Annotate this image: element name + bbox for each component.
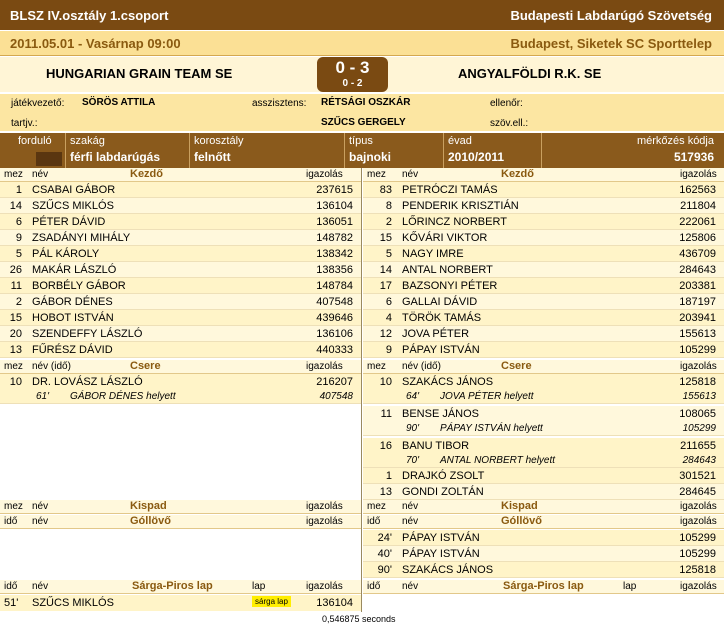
home-player-row xyxy=(0,262,361,278)
shirt-number: 15 xyxy=(9,312,22,324)
shirt-number: 11 xyxy=(380,408,392,420)
away-sub-row xyxy=(363,438,724,468)
col-id-label: igazolás xyxy=(680,361,717,372)
type-label: típus xyxy=(349,135,373,147)
sub-minute: 90' xyxy=(406,423,420,434)
home-section-header xyxy=(0,580,361,594)
player-name: SZENDEFFY LÁSZLÓ xyxy=(32,328,143,340)
home-player-row xyxy=(0,310,361,326)
player-name: JOVA PÉTER xyxy=(402,328,470,340)
away-player-row xyxy=(363,562,724,578)
player-id: 222061 xyxy=(679,216,716,228)
sub-minute: 61' xyxy=(36,391,50,402)
shirt-number: 12 xyxy=(379,328,392,340)
shirt-number: 15 xyxy=(379,232,392,244)
shirt-number: 9 xyxy=(385,344,392,356)
player-id: 203941 xyxy=(679,312,716,324)
player-name: PÉTER DÁVID xyxy=(32,216,106,228)
player-name: ZSADÁNYI MIHÁLY xyxy=(32,232,131,244)
section-title: Kezdő xyxy=(501,168,534,180)
section-title: Góllövő xyxy=(130,515,171,527)
shirt-number: 8 xyxy=(385,200,392,212)
shirt-number: 83 xyxy=(379,184,392,196)
player-name: CSABAI GÁBOR xyxy=(32,184,116,196)
away-player-row xyxy=(363,294,724,310)
shirt-number: 5 xyxy=(385,248,392,260)
shirt-number: 14 xyxy=(379,264,392,276)
shirt-number: 20 xyxy=(9,328,22,340)
replaced-id: 155613 xyxy=(682,391,716,402)
player-name: GONDI ZOLTÁN xyxy=(402,486,484,498)
player-id: 211804 xyxy=(680,200,716,212)
section-title: Sárga-Piros lap xyxy=(503,580,584,592)
officials-panel xyxy=(0,94,724,131)
match-info-bar xyxy=(0,133,724,168)
federation-controller-label: szöv.ell.: xyxy=(490,118,529,129)
player-id: 301521 xyxy=(679,470,716,482)
player-id: 155613 xyxy=(679,328,716,340)
replaced-id: 284643 xyxy=(682,455,716,466)
player-name: PETRÓCZI TAMÁS xyxy=(402,184,498,196)
away-player-row xyxy=(363,278,724,294)
assistant-label: asszisztens: xyxy=(252,98,307,109)
player-name: PÁPAY ISTVÁN xyxy=(402,548,480,560)
player-id: 138342 xyxy=(316,248,353,260)
player-name: SZŰCS MIKLÓS xyxy=(32,200,114,212)
player-name: PÁPAY ISTVÁN xyxy=(402,532,480,544)
away-section-header xyxy=(363,515,724,529)
player-id: 125806 xyxy=(679,232,716,244)
round-icon xyxy=(36,152,62,166)
player-id: 125818 xyxy=(679,376,716,388)
shirt-number: 13 xyxy=(9,344,22,356)
home-player-row xyxy=(0,342,361,358)
page-timing: 0,546875 seconds xyxy=(322,614,396,624)
home-card-row xyxy=(0,595,361,611)
replaced-player: ANTAL NORBERT helyett xyxy=(440,455,556,466)
away-player-row xyxy=(363,484,724,500)
sub-minute: 70' xyxy=(406,455,420,466)
home-section-header xyxy=(0,515,361,529)
home-team: HUNGARIAN GRAIN TEAM SE xyxy=(46,66,233,81)
season-value: 2010/2011 xyxy=(448,150,505,164)
away-player-row xyxy=(363,214,724,230)
final-score: 0 - 3 xyxy=(335,58,370,77)
card-badge: sárga lap xyxy=(252,596,291,607)
away-section-header xyxy=(363,500,724,514)
player-id: 125818 xyxy=(679,564,716,576)
section-title: Kispad xyxy=(501,500,538,512)
col-id-label: igazolás xyxy=(680,516,717,527)
home-player-row xyxy=(0,198,361,214)
replaced-id: 105299 xyxy=(682,423,716,434)
sub-minute: 64' xyxy=(406,391,420,402)
col-first-label: mez xyxy=(4,501,23,512)
shirt-number: 10 xyxy=(379,376,392,388)
home-player-row xyxy=(0,294,361,310)
halftime-score: 0 - 2 xyxy=(342,78,363,89)
player-id: 105299 xyxy=(679,344,716,356)
player-id: 105299 xyxy=(679,532,716,544)
col-first-label: mez xyxy=(367,361,386,372)
home-sub-row xyxy=(0,374,361,404)
col-first-label: mez xyxy=(367,169,386,180)
col-first-label: mez xyxy=(4,361,23,372)
shirt-number: 40' xyxy=(377,548,392,560)
away-player-row xyxy=(363,326,724,342)
shirt-number: 2 xyxy=(385,216,392,228)
shirt-number: 17 xyxy=(379,280,392,292)
section-title: Kispad xyxy=(130,500,167,512)
divider xyxy=(443,133,444,168)
player-name: MAKÁR LÁSZLÓ xyxy=(32,264,117,276)
away-player-row xyxy=(363,246,724,262)
player-name: SZAKÁCS JÁNOS xyxy=(402,376,494,388)
age-group-label: korosztály xyxy=(194,135,244,147)
home-player-row xyxy=(0,182,361,198)
col-first-label: mez xyxy=(4,169,23,180)
shirt-number: 5 xyxy=(15,248,22,260)
col-name-label: név xyxy=(32,169,49,180)
assistant-1-name: RÉTSÁGI OSZKÁR xyxy=(321,97,411,108)
home-player-row xyxy=(0,326,361,342)
teams-bar xyxy=(0,57,724,92)
divider xyxy=(65,133,66,168)
player-id: 136104 xyxy=(316,200,353,212)
home-player-row xyxy=(0,230,361,246)
divider xyxy=(344,133,345,168)
player-id: 148784 xyxy=(316,280,353,292)
col-id-label: igazolás xyxy=(680,169,717,180)
shirt-number: 1 xyxy=(385,470,392,482)
match-venue: Budapest, Siketek SC Sporttelep xyxy=(510,35,712,51)
player-name: HOBOT ISTVÁN xyxy=(32,312,114,324)
match-code-label: mérkőzés kódja xyxy=(636,135,714,147)
away-player-row xyxy=(363,530,724,546)
col-id-label: igazolás xyxy=(306,516,343,527)
player-id: 284643 xyxy=(679,264,716,276)
referee-name: SÖRÖS ATTILA xyxy=(82,97,156,108)
player-id: 105299 xyxy=(679,548,716,560)
col-first-label: idő xyxy=(367,581,381,592)
player-id: 440333 xyxy=(316,344,353,356)
replaced-id: 407548 xyxy=(319,391,353,402)
col-name-label: név xyxy=(32,501,49,512)
shirt-number: 14 xyxy=(9,200,22,212)
home-section-header xyxy=(0,360,361,374)
home-section-header xyxy=(0,168,361,182)
shirt-number: 90' xyxy=(377,564,392,576)
player-id: 407548 xyxy=(316,296,353,308)
shirt-number: 9 xyxy=(15,232,22,244)
away-team: ANGYALFÖLDI R.K. SE xyxy=(458,66,602,81)
card-minute: 51' xyxy=(4,597,19,609)
col-name-label: név xyxy=(402,581,419,592)
player-name: PENDERIK KRISZTIÁN xyxy=(402,200,519,212)
discipline-label: szakág xyxy=(70,135,105,147)
player-name: TÖRÖK TAMÁS xyxy=(402,312,482,324)
col-id-label: igazolás xyxy=(306,581,343,592)
away-player-row xyxy=(363,310,724,326)
age-group-value: felnőtt xyxy=(194,150,231,164)
away-sub-row xyxy=(363,406,724,436)
replaced-player: JOVA PÉTER helyett xyxy=(440,391,534,402)
shirt-number: 26 xyxy=(9,264,22,276)
player-id: 136051 xyxy=(316,216,353,228)
referee-label: játékvezető: xyxy=(11,98,65,109)
match-code-value: 517936 xyxy=(673,150,714,164)
away-section-header xyxy=(363,360,724,374)
player-id: 216207 xyxy=(316,376,353,388)
shirt-number: 2 xyxy=(15,296,22,308)
col-first-label: mez xyxy=(367,501,386,512)
player-id: 237615 xyxy=(316,184,353,196)
col-first-label: idő xyxy=(4,581,18,592)
player-name: BORBÉLY GÁBOR xyxy=(32,280,126,292)
col-card-label: lap xyxy=(252,581,266,592)
score-box xyxy=(317,57,388,92)
player-name: BENSE JÁNOS xyxy=(402,408,480,420)
center-divider xyxy=(361,168,362,612)
player-id: 162563 xyxy=(679,184,716,196)
home-player-row xyxy=(0,214,361,230)
player-name: FŰRÉSZ DÁVID xyxy=(32,344,113,356)
away-player-row xyxy=(363,230,724,246)
player-name: DR. LOVÁSZ LÁSZLÓ xyxy=(32,376,143,388)
shirt-number: 10 xyxy=(9,376,22,388)
league-header xyxy=(0,0,724,31)
away-section-header xyxy=(363,580,724,594)
shirt-number: 24' xyxy=(377,532,392,544)
away-player-row xyxy=(363,546,724,562)
player-id: 211655 xyxy=(680,440,716,452)
home-player-row xyxy=(0,278,361,294)
col-id-label: igazolás xyxy=(306,501,343,512)
match-date-bar xyxy=(0,31,724,56)
col-id-label: igazolás xyxy=(680,581,717,592)
replaced-player: GÁBOR DÉNES helyett xyxy=(70,391,176,402)
player-name: PÁPAY ISTVÁN xyxy=(402,344,480,356)
section-title: Csere xyxy=(501,360,532,372)
player-name: BANU TIBOR xyxy=(402,440,470,452)
col-name-label: név xyxy=(32,516,49,527)
section-title: Csere xyxy=(130,360,161,372)
assistant-2-name: SZŰCS GERGELY xyxy=(321,117,406,128)
shirt-number: 4 xyxy=(385,312,392,324)
player-name: NAGY IMRE xyxy=(402,248,464,260)
player-id: 284645 xyxy=(679,486,716,498)
col-first-label: idő xyxy=(4,516,18,527)
col-name-label: név (idő) xyxy=(402,361,441,372)
controller-label: ellenőr: xyxy=(490,98,523,109)
divider xyxy=(541,133,542,168)
shirt-number: 6 xyxy=(15,216,22,228)
replaced-player: PÁPAY ISTVÁN helyett xyxy=(440,423,543,434)
type-value: bajnoki xyxy=(349,150,392,164)
player-name: SZAKÁCS JÁNOS xyxy=(402,564,494,576)
player-id: 136106 xyxy=(316,328,353,340)
player-id: 138356 xyxy=(316,264,353,276)
player-id: 187197 xyxy=(679,296,716,308)
reserve-ref-label: tartjv.: xyxy=(11,118,38,129)
player-name: GÁBOR DÉNES xyxy=(32,296,113,308)
federation-name: Budapesti Labdarúgó Szövetség xyxy=(510,7,712,23)
player-id: 203381 xyxy=(679,280,716,292)
col-name-label: név xyxy=(402,516,419,527)
away-player-row xyxy=(363,198,724,214)
col-name-label: név xyxy=(402,501,419,512)
shirt-number: 6 xyxy=(385,296,392,308)
home-section-header xyxy=(0,500,361,514)
col-name-label: név xyxy=(402,169,419,180)
section-title: Kezdő xyxy=(130,168,163,180)
away-player-row xyxy=(363,262,724,278)
player-id: 148782 xyxy=(316,232,353,244)
section-title: Sárga-Piros lap xyxy=(132,580,213,592)
section-title: Góllövő xyxy=(501,515,542,527)
away-section-header xyxy=(363,168,724,182)
shirt-number: 1 xyxy=(15,184,22,196)
col-id-label: igazolás xyxy=(306,361,343,372)
player-id: 436709 xyxy=(679,248,716,260)
col-first-label: idő xyxy=(367,516,381,527)
col-id-label: igazolás xyxy=(680,501,717,512)
match-datetime: 2011.05.01 - Vasárnap 09:00 xyxy=(10,35,181,51)
player-name: BAZSONYI PÉTER xyxy=(402,280,498,292)
player-name: SZŰCS MIKLÓS xyxy=(32,597,114,609)
discipline-value: férfi labdarúgás xyxy=(70,150,161,164)
season-label: évad xyxy=(448,135,472,147)
col-name-label: név xyxy=(32,581,49,592)
player-name: ANTAL NORBERT xyxy=(402,264,493,276)
away-player-row xyxy=(363,468,724,484)
away-player-row xyxy=(363,182,724,198)
divider xyxy=(189,133,190,168)
away-sub-row xyxy=(363,374,724,404)
home-player-row xyxy=(0,246,361,262)
shirt-number: 16 xyxy=(379,440,392,452)
away-player-row xyxy=(363,342,724,358)
player-name: KŐVÁRI VIKTOR xyxy=(402,232,488,244)
round-label: forduló xyxy=(18,135,52,147)
col-card-label: lap xyxy=(623,581,637,592)
shirt-number: 13 xyxy=(379,486,392,498)
player-name: GALLAI DÁVID xyxy=(402,296,478,308)
player-id: 439646 xyxy=(316,312,353,324)
col-name-label: név (idő) xyxy=(32,361,71,372)
player-id: 108065 xyxy=(679,408,716,420)
shirt-number: 11 xyxy=(10,280,22,292)
player-name: LŐRINCZ NORBERT xyxy=(402,216,507,228)
league-name: BLSZ IV.osztály 1.csoport xyxy=(10,7,169,23)
col-id-label: igazolás xyxy=(306,169,343,180)
player-id: 136104 xyxy=(316,597,353,609)
player-name: DRAJKÓ ZSOLT xyxy=(402,470,485,482)
player-name: PÁL KÁROLY xyxy=(32,248,100,260)
